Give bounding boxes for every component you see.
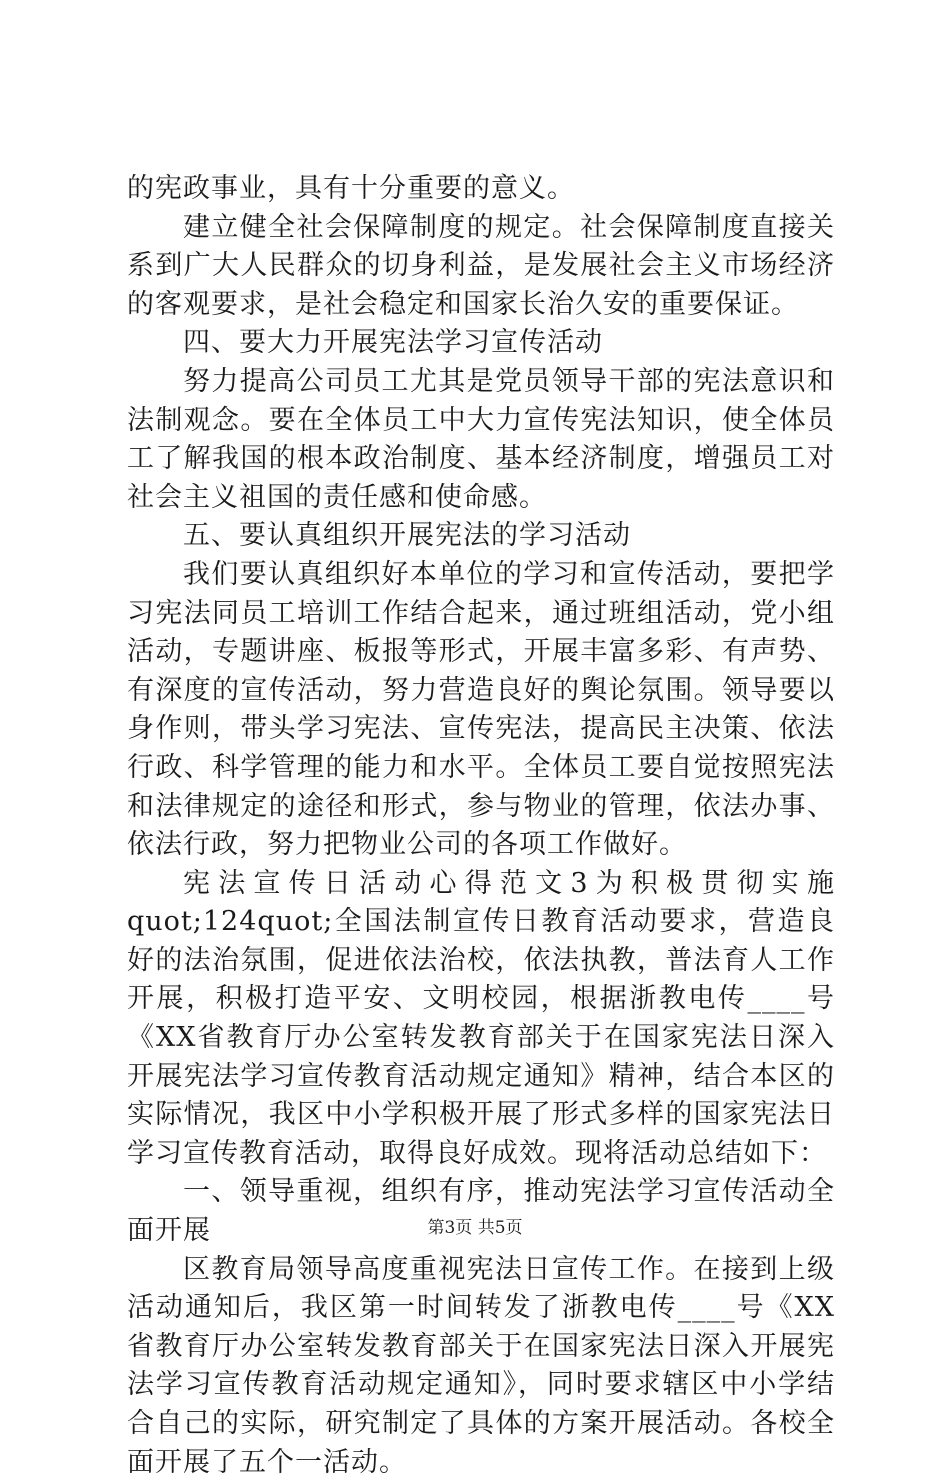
page-number-footer: 第3页 共5页 [427, 1218, 523, 1238]
paragraph: 的宪政事业，具有十分重要的意义。 [127, 173, 575, 204]
paragraph: 宪法宣传日活动心得范文3为积极贯彻实施quot;124quot;全国法制宣传日教育活动要求，营造良好的法治氛围，促进依法治校，依法执教，普法育人工作开展，积极打造平安、文明校园，根据浙教电传____号《XX省教育厅办公室转发教育部关于在国家宪法日深入开展宪法学习宣传教育活动规定通知》精神，结合本区的实际情况，我区中小学积极开展了形式多样的国家宪法日学习宣传教育活动，取得良好成效。现将活动总结如下： [127, 867, 835, 1169]
paragraph: 建立健全社会保障制度的规定。社会保障制度直接关系到广大人民群众的切身利益，是发展社会主义市场经济的客观要求，是社会稳定和国家长治久安的重要保证。 [127, 211, 835, 320]
section-heading: 一、领导重视，组织有序，推动宪法学习宣传活动全面开展 [127, 1176, 835, 1247]
paragraph: 我们要认真组织好本单位的学习和宣传活动，要把学习宪法同员工培训工作结合起来，通过班组活动，党小组活动，专题讲座、板报等形式，开展丰富多彩、有声势、有深度的宣传活动，努力营造良好的舆论氛围。领导要以身作则，带头学习宪法、宣传宪法，提高民主决策、依法行政、科学管理的能力和水平。全体员工要自觉按照宪法和法律规定的途径和形式，参与物业的管理，依法办事、依法行政，努力把物业公司的各项工作做好。 [127, 558, 835, 861]
section-heading: 四、要大力开展宪法学习宣传活动 [183, 327, 603, 359]
document-body [127, 170, 835, 1482]
paragraph: 区教育局领导高度重视宪法日宣传工作。在接到上级活动通知后，我区第一时间转发了浙教电传____号《XX省教育厅办公室转发教育部关于在国家宪法日深入开展宪法学习宣传教育活动规定通知》，同时要求辖区中小学结合自己的实际，研究制定了具体的方案开展活动。各校全面开展了五个一活动。 [127, 1253, 835, 1478]
paragraph: 努力提高公司员工尤其是党员领导干部的宪法意识和法制观念。要在全体员工中大力宣传宪法知识，使全体员工了解我国的根本政治制度、基本经济制度，增强员工对社会主义祖国的责任感和使命感。 [127, 365, 835, 513]
section-heading: 五、要认真组织开展宪法的学习活动 [183, 520, 631, 552]
